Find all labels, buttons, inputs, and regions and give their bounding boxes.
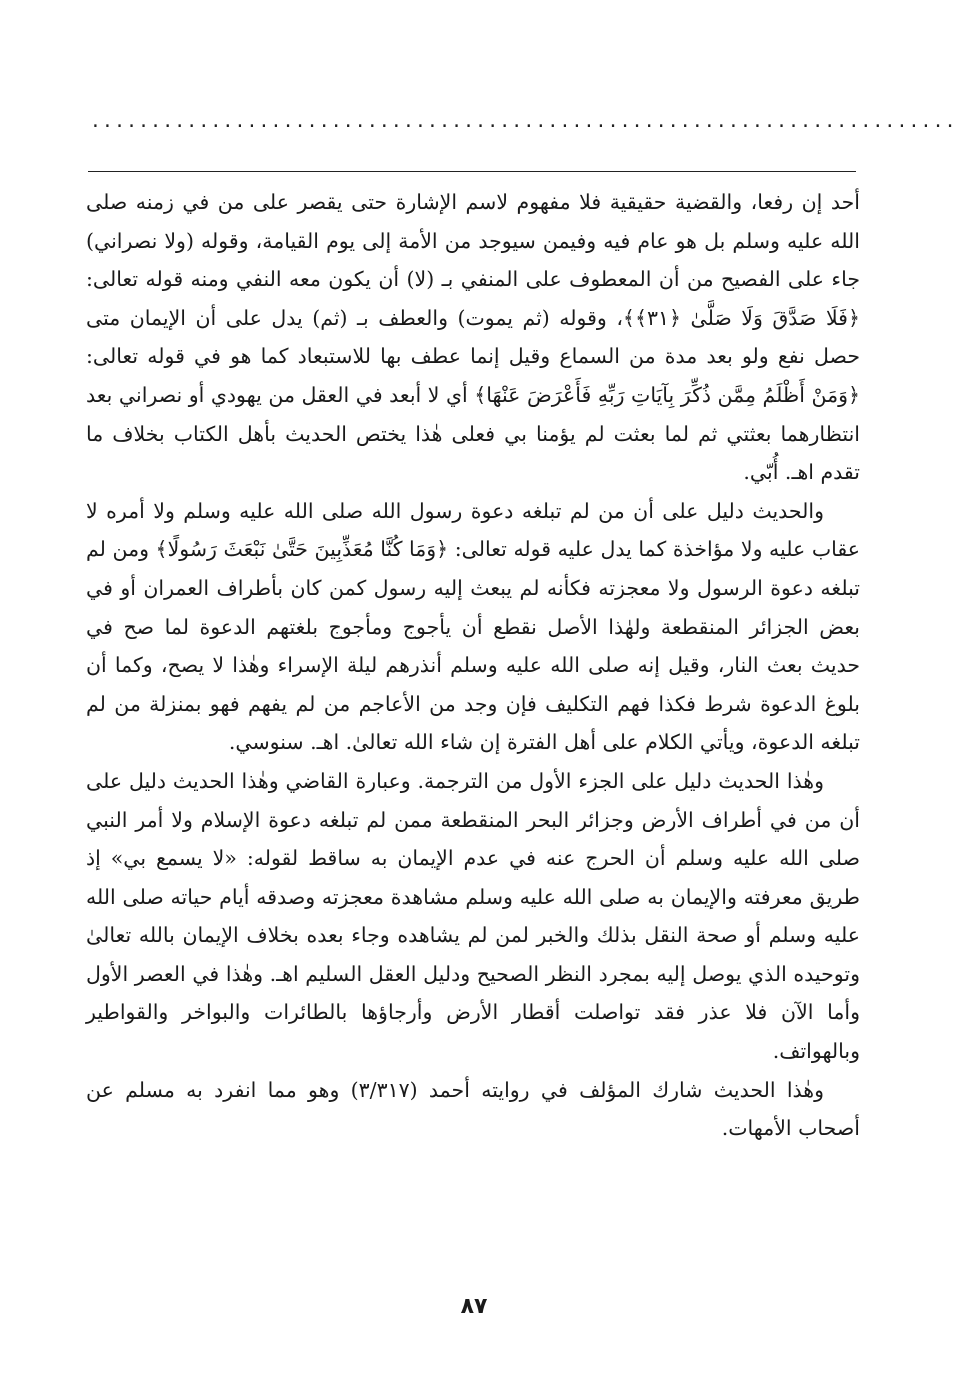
paragraph-4: وهٰذا الحديث شارك المؤلف في روايته أحمد (٣/٣١٧) وهو مما انفرد به مسلم عن أصحاب الأمهات. — [86, 1077, 860, 1141]
header-dotted-line: ........................................................................ — [90, 111, 957, 132]
paragraph-3: وهٰذا الحديث دليل على الجزء الأول من الترجمة. وعبارة القاضي وهٰذا الحديث دليل على أن من في أطراف الأرض وجزائر البحر المنقطعة ممن لم تبلغه دعوة الإسلام ولا أمر النبي صلى الله عليه وسلم أن الحرج عنه في عدم الإيمان به ساقط لقوله: «لا يسمع بي» إذ طريق معرفته والإيمان به صلى الله عليه وسلم مشاهدة معجزته وصدقه أيام حياته صلى الله عليه وسلم أو صحة النقل بذلك والخبر لمن لم يشاهده وجاء بعده بخلاف الإيمان بالله تعالىٰ وتوحيده الذي يوصل إليه بمجرد النظر الصحيح ودليل العقل السليم اهـ. وهٰذا في العصر الأول وأما الآن فلا عذر فقد تواصلت أقطار الأرض وأرجاؤها بالطائرات والبواخر والقواطير وبالهواتف. — [86, 768, 860, 1064]
page-number: ٨٧ — [460, 1294, 488, 1319]
paragraph-1: أحد إن رفعا، والقضية حقيقية فلا مفهوم لاسم الإشارة حتى يقصر على من في زمنه صلى الله عليه وسلم بل هو عام فيه وفيمن سيوجد من الأمة إلى يوم القيامة، وقوله (ولا نصراني) جاء على الفصيح من أن المعطوف على المنفي بـ (لا) أن يكون معه النفي ومنه قوله تعالى: ﴿فَلَا صَدَّقَ وَلَا صَلَّىٰ ﴿٣١﴾﴾، وقوله (ثم يموت) والعطف بـ (ثم) يدل على أن الإيمان متى حصل نفع ولو بعد مدة من السماع وقيل إنما عطف بها للاستبعاد كما هو في قوله تعالى: ﴿وَمَنْ أَظْلَمُ مِمَّن ذُكِّرَ بِآيَاتِ رَبِّهِ فَأَعْرَضَ عَنْهَا﴾ أي لا أبعد في العقل من يهودي أو نصراني بعد انتظارهما بعثتي ثم لما بعثت لم يؤمنا بي فعلى هٰذا يختص الحديث بأهل الكتاب بخلاف ما تقدم اهـ. أُبّي. — [86, 190, 860, 485]
paragraph-2: والحديث دليل على أن من لم تبلغه دعوة رسول الله صلى الله عليه وسلم ولا أمره لا عقاب عليه ولا مؤاخذة كما يدل عليه قوله تعالى: ﴿وَمَا كُنَّا مُعَذِّبِينَ حَتَّىٰ نَبْعَثَ رَسُولًا﴾ ومن لم تبلغه دعوة الرسول ولا معجزته فكأنه لم يبعث إليه رسول كمن كان بأطراف العمران أو في بعض الجزائر المنقطعة ولهٰذا الأصل نقطع أن يأجوج ومأجوج بلغتهم الدعوة لما صح في حديث بعث النار، وقيل إنه صلى الله عليه وسلم أنذرهم ليلة الإسراء وهٰذا لا يصح، وكما أن بلوغ الدعوة شرط فكذا فهم التكليف فإن وجد من الأعاجم من لم يفهم فهو بمنزلة من لم تبلغه الدعوة، ويأتي الكلام على أهل الفترة إن شاء الله تعالىٰ. اهـ. سنوسي. — [86, 498, 860, 755]
header-rule — [88, 171, 856, 172]
commentary-text — [86, 183, 860, 1148]
